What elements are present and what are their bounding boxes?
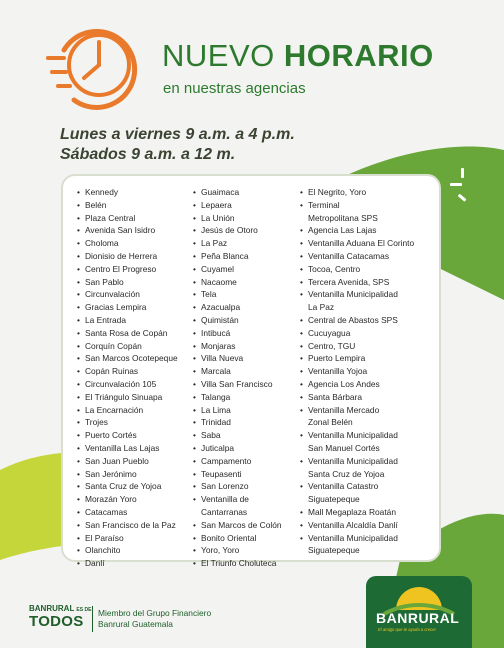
bullet-icon: • xyxy=(300,225,303,236)
agency-name-continued: Metropolitana SPS xyxy=(308,212,378,223)
agency-name: El Triángulo Sinuapa xyxy=(85,391,163,402)
agency-name: Puerto Cortés xyxy=(85,430,137,441)
agency-item xyxy=(77,212,178,225)
agency-item xyxy=(193,199,282,212)
bullet-icon: • xyxy=(193,494,196,505)
bullet-icon: • xyxy=(193,519,196,530)
bullet-icon: • xyxy=(300,404,303,415)
agency-item xyxy=(77,288,178,301)
agency-name-continued: Siguatepeque xyxy=(308,494,360,505)
bullet-icon: • xyxy=(300,340,303,351)
agency-item xyxy=(300,391,414,404)
agency-item xyxy=(193,544,282,557)
bullet-icon: • xyxy=(300,199,303,210)
bullet-icon: • xyxy=(300,506,303,517)
agency-name: Centro El Progreso xyxy=(85,263,157,274)
agency-item xyxy=(77,416,178,429)
agency-name: San Lorenzo xyxy=(201,481,249,492)
agency-name: La Encarnación xyxy=(85,404,144,415)
agency-item xyxy=(193,416,282,429)
bullet-icon: • xyxy=(193,468,196,479)
agency-name: Juticalpa xyxy=(201,442,235,453)
agency-item xyxy=(300,506,414,519)
footer-divider xyxy=(92,606,93,632)
bullet-icon: • xyxy=(77,442,80,453)
agency-item xyxy=(300,263,414,276)
bullet-icon: • xyxy=(300,455,303,466)
agency-name-continued: Santa Cruz de Yojoa xyxy=(308,468,385,479)
agency-name: Bonito Oriental xyxy=(201,532,257,543)
bullet-icon: • xyxy=(77,455,80,466)
agency-item xyxy=(77,186,178,199)
bullet-icon: • xyxy=(300,327,303,338)
agency-item xyxy=(193,378,282,391)
bullet-icon: • xyxy=(300,391,303,402)
logo-top: BANRURAL xyxy=(29,604,75,613)
agency-item xyxy=(77,263,178,276)
agency-item xyxy=(300,532,414,545)
bullet-icon: • xyxy=(193,442,196,453)
agency-item xyxy=(77,468,178,481)
agency-item xyxy=(193,237,282,250)
agency-item xyxy=(193,288,282,301)
agency-name: Villa San Francisco xyxy=(201,378,273,389)
agency-item xyxy=(300,276,414,289)
agency-item xyxy=(77,455,178,468)
agency-name: Tela xyxy=(201,289,217,300)
bullet-icon: • xyxy=(193,250,196,261)
agencies-card xyxy=(61,174,441,569)
agency-item xyxy=(193,340,282,353)
agency-name: Ventanilla Municipalidad xyxy=(308,455,398,466)
agency-item xyxy=(77,301,178,314)
agency-name-continued: La Paz xyxy=(308,302,335,313)
bullet-icon: • xyxy=(300,366,303,377)
agency-name: San Marcos de Colón xyxy=(201,519,282,530)
agency-name: Jesús de Otoro xyxy=(201,225,258,236)
bullet-icon: • xyxy=(300,353,303,364)
agency-item xyxy=(77,199,178,212)
agency-item xyxy=(193,224,282,237)
bullet-icon: • xyxy=(300,378,303,389)
agency-item xyxy=(77,506,178,519)
page-title xyxy=(162,40,434,71)
agency-name: San Francisco de la Paz xyxy=(85,519,176,530)
bullet-icon: • xyxy=(193,302,196,313)
agency-name: Teupasenti xyxy=(201,468,242,479)
agency-name: El Negrito, Yoro xyxy=(308,187,367,197)
agency-item xyxy=(300,237,414,250)
bullet-icon: • xyxy=(77,506,80,517)
bullet-icon: • xyxy=(193,212,196,223)
bullet-icon: • xyxy=(77,532,80,543)
agency-name: Corquín Copán xyxy=(85,340,142,351)
agency-item xyxy=(77,250,178,263)
agency-item xyxy=(193,263,282,276)
agency-name: Santa Cruz de Yojoa xyxy=(85,481,162,492)
subtitle: en nuestras agencias xyxy=(163,80,306,97)
banrural-todos-logo xyxy=(29,604,91,629)
agency-name: Peña Blanca xyxy=(201,250,249,261)
bullet-icon: • xyxy=(77,276,80,287)
agency-name: Belén xyxy=(85,199,107,210)
title-main: HORARIO xyxy=(283,38,434,73)
agency-item xyxy=(77,480,178,493)
agency-item xyxy=(300,327,414,340)
agency-item xyxy=(193,468,282,481)
agency-item xyxy=(300,480,414,493)
agency-item xyxy=(300,288,414,301)
agency-name: Terminal xyxy=(308,199,340,210)
bullet-icon: • xyxy=(193,225,196,236)
footer-line-1: Miembro del Grupo Financiero xyxy=(98,608,212,618)
agency-name: Ventanilla Alcaldía Danlí xyxy=(308,519,398,530)
bullet-icon: • xyxy=(77,263,80,274)
bullet-icon: • xyxy=(193,314,196,325)
bullet-icon: • xyxy=(77,417,80,428)
agency-item xyxy=(77,314,178,327)
bullet-icon: • xyxy=(77,250,80,261)
agency-item xyxy=(193,365,282,378)
bullet-icon: • xyxy=(77,545,80,556)
agency-item xyxy=(300,224,414,237)
agency-name: Guaimaca xyxy=(201,187,240,197)
agency-name: San Jerónimo xyxy=(85,468,137,479)
bullet-icon: • xyxy=(193,238,196,249)
agency-item xyxy=(193,455,282,468)
agency-item xyxy=(193,532,282,545)
agency-item xyxy=(300,455,414,468)
agency-item xyxy=(193,314,282,327)
brand-name: BANRURAL xyxy=(376,610,460,626)
agency-item xyxy=(77,224,178,237)
agency-item xyxy=(77,532,178,545)
agency-name: Santa Bárbara xyxy=(308,391,363,402)
agency-name: Ventanilla de xyxy=(201,494,249,505)
bullet-icon: • xyxy=(77,302,80,313)
agency-name: Yoro, Yoro xyxy=(201,545,240,556)
bullet-icon: • xyxy=(77,391,80,402)
agency-item xyxy=(193,404,282,417)
agency-name: El Triunfo Choluteca xyxy=(201,558,277,569)
agency-name: La Paz xyxy=(201,238,228,249)
agency-name: La Lima xyxy=(201,404,231,415)
bullet-icon: • xyxy=(77,212,80,223)
agency-name: Agencia Las Lajas xyxy=(308,225,377,236)
agency-item xyxy=(193,442,282,455)
agency-name: Villa Nueva xyxy=(201,353,244,364)
bullet-icon: • xyxy=(193,558,196,569)
agency-item xyxy=(193,276,282,289)
bullet-icon: • xyxy=(193,417,196,428)
agency-item xyxy=(300,365,414,378)
agency-name: Cuyamel xyxy=(201,263,235,274)
bullet-icon: • xyxy=(193,353,196,364)
agency-name: Saba xyxy=(201,430,221,441)
agencies-column-3 xyxy=(300,186,414,557)
agency-item xyxy=(77,340,178,353)
agency-name: Trojes xyxy=(85,417,108,428)
agency-item xyxy=(77,429,178,442)
agency-item xyxy=(77,442,178,455)
schedule-block xyxy=(60,125,295,165)
agency-name: Circunvalación 105 xyxy=(85,378,157,389)
agency-name: Quimistán xyxy=(201,314,239,325)
bullet-icon: • xyxy=(193,404,196,415)
agency-name: Talanga xyxy=(201,391,231,402)
clock-icon xyxy=(44,20,142,110)
agency-item xyxy=(77,557,178,570)
agency-item xyxy=(77,276,178,289)
agency-item xyxy=(193,327,282,340)
agencies-column-1 xyxy=(77,186,178,570)
agency-name: San Pablo xyxy=(85,276,124,287)
logo-mid: ES DE xyxy=(76,607,92,613)
bullet-icon: • xyxy=(193,199,196,210)
agency-item xyxy=(77,519,178,532)
agency-name: Ventanilla Municipalidad xyxy=(308,430,398,441)
agency-name: Ventanilla Municipalidad xyxy=(308,532,398,543)
bullet-icon: • xyxy=(300,250,303,261)
agency-name: Tocoa, Centro xyxy=(308,263,361,274)
agency-item xyxy=(193,301,282,314)
bullet-icon: • xyxy=(77,404,80,415)
agency-item xyxy=(77,544,178,557)
agency-name: San Marcos Ocotepeque xyxy=(85,353,178,364)
agency-name: La Unión xyxy=(201,212,235,223)
agency-name: Mall Megaplaza Roatán xyxy=(308,506,396,517)
agency-name: Catacamas xyxy=(85,506,128,517)
agency-name: Ventanilla Catastro xyxy=(308,481,379,492)
agency-name: Ventanilla Mercado xyxy=(308,404,380,415)
agency-name: Danlí xyxy=(85,558,105,569)
agency-name: Circunvalación xyxy=(85,289,140,300)
agency-item xyxy=(193,186,282,199)
bullet-icon: • xyxy=(77,468,80,479)
agency-item xyxy=(193,250,282,263)
agency-name: Central de Abastos SPS xyxy=(308,314,398,325)
agency-name: Tercera Avenida, SPS xyxy=(308,276,390,287)
agency-item xyxy=(77,365,178,378)
bullet-icon: • xyxy=(193,366,196,377)
bullet-icon: • xyxy=(193,391,196,402)
agency-name-continued: Zonal Belén xyxy=(308,417,353,428)
bullet-icon: • xyxy=(193,455,196,466)
agency-item xyxy=(193,212,282,225)
bullet-icon: • xyxy=(300,187,303,197)
agency-name: Centro, TGU xyxy=(308,340,356,351)
agency-name: Marcala xyxy=(201,366,231,377)
agency-name: Ventanilla Yojoa xyxy=(308,366,368,377)
agency-name: Agencia Los Andes xyxy=(308,378,380,389)
agency-name: Avenida San Isidro xyxy=(85,225,156,236)
bullet-icon: • xyxy=(77,289,80,300)
agency-item xyxy=(77,404,178,417)
title-prefix: NUEVO xyxy=(162,38,275,73)
bullet-icon: • xyxy=(193,327,196,338)
agency-item xyxy=(300,404,414,417)
agency-name: Olanchito xyxy=(85,545,121,556)
agency-name: Choloma xyxy=(85,238,119,249)
agency-name: Ventanilla Las Lajas xyxy=(85,442,160,453)
brand-tagline: El amigo que te ayuda a crecer xyxy=(378,627,436,632)
agency-name: Puerto Lempira xyxy=(308,353,366,364)
agency-item xyxy=(300,250,414,263)
bullet-icon: • xyxy=(77,481,80,492)
bullet-icon: • xyxy=(77,225,80,236)
bullet-icon: • xyxy=(77,353,80,364)
bullet-icon: • xyxy=(77,494,80,505)
bullet-icon: • xyxy=(77,519,80,530)
bullet-icon: • xyxy=(300,289,303,300)
agencies-column-2 xyxy=(193,186,282,570)
agency-name: Copán Ruinas xyxy=(85,366,139,377)
agency-item xyxy=(77,327,178,340)
bullet-icon: • xyxy=(77,327,80,338)
agency-name: Trinidad xyxy=(201,417,231,428)
agency-item xyxy=(193,519,282,532)
agency-item xyxy=(300,352,414,365)
agency-item xyxy=(300,314,414,327)
agency-name: Azacualpa xyxy=(201,302,241,313)
bullet-icon: • xyxy=(193,545,196,556)
agency-name-continued: Siguatepeque xyxy=(308,545,360,556)
agency-item xyxy=(77,493,178,506)
agency-name: Morazán Yoro xyxy=(85,494,137,505)
agency-name: San Juan Pueblo xyxy=(85,455,149,466)
agency-item xyxy=(300,519,414,532)
agency-item xyxy=(193,480,282,493)
bullet-icon: • xyxy=(193,430,196,441)
bullet-icon: • xyxy=(300,430,303,441)
bullet-icon: • xyxy=(77,378,80,389)
agency-name: Ventanilla Municipalidad xyxy=(308,289,398,300)
bullet-icon: • xyxy=(193,378,196,389)
agency-name: Ventanilla Aduana El Corinto xyxy=(308,238,415,249)
bullet-icon: • xyxy=(77,430,80,441)
agency-item xyxy=(193,352,282,365)
agency-item xyxy=(193,493,282,506)
agency-item xyxy=(300,429,414,442)
bullet-icon: • xyxy=(193,481,196,492)
agency-item xyxy=(193,429,282,442)
agency-item xyxy=(77,352,178,365)
logo-bottom: TODOS xyxy=(29,613,84,630)
bullet-icon: • xyxy=(300,481,303,492)
bullet-icon: • xyxy=(300,238,303,249)
agency-name: Gracias Lempira xyxy=(85,302,147,313)
bullet-icon: • xyxy=(193,263,196,274)
agency-name: El Paraíso xyxy=(85,532,124,543)
agency-item xyxy=(300,199,414,212)
agency-item xyxy=(300,186,414,199)
bullet-icon: • xyxy=(300,263,303,274)
bullet-icon: • xyxy=(77,366,80,377)
agency-name-continued: Cantarranas xyxy=(201,506,248,517)
agency-name: Monjaras xyxy=(201,340,236,351)
bullet-icon: • xyxy=(77,314,80,325)
bullet-icon: • xyxy=(77,199,80,210)
footer-line-2: Banrural Guatemala xyxy=(98,619,173,629)
agency-name: Plaza Central xyxy=(85,212,136,223)
agency-name: Lepaera xyxy=(201,199,232,210)
agency-item xyxy=(193,391,282,404)
agency-name: Dionisio de Herrera xyxy=(85,250,158,261)
agency-item xyxy=(77,378,178,391)
agency-name: Nacaome xyxy=(201,276,237,287)
bullet-icon: • xyxy=(193,532,196,543)
agency-name: Intibucá xyxy=(201,327,231,338)
bullet-icon: • xyxy=(193,187,196,197)
agency-name-continued: San Manuel Cortés xyxy=(308,442,380,453)
bullet-icon: • xyxy=(300,276,303,287)
agency-name: La Entrada xyxy=(85,314,126,325)
bullet-icon: • xyxy=(77,558,80,569)
agency-item xyxy=(77,237,178,250)
bullet-icon: • xyxy=(193,340,196,351)
footer-text xyxy=(98,608,211,630)
bullet-icon: • xyxy=(77,238,80,249)
schedule-weekday: Lunes a viernes 9 a.m. a 4 p.m. xyxy=(60,126,295,143)
agency-name: Santa Rosa de Copán xyxy=(85,327,168,338)
bullet-icon: • xyxy=(193,276,196,287)
agency-name: Kennedy xyxy=(85,187,119,197)
bullet-icon: • xyxy=(193,289,196,300)
agency-item xyxy=(300,340,414,353)
bullet-icon: • xyxy=(300,519,303,530)
bullet-icon: • xyxy=(77,187,80,197)
agency-name: Cucuyagua xyxy=(308,327,351,338)
agency-name: Ventanilla Catacamas xyxy=(308,250,390,261)
bullet-icon: • xyxy=(300,532,303,543)
agency-name: Campamento xyxy=(201,455,252,466)
schedule-saturday: Sábados 9 a.m. a 12 m. xyxy=(60,146,236,163)
agency-item xyxy=(193,557,282,570)
agency-item xyxy=(77,391,178,404)
bullet-icon: • xyxy=(300,314,303,325)
bullet-icon: • xyxy=(77,340,80,351)
agency-item xyxy=(300,378,414,391)
